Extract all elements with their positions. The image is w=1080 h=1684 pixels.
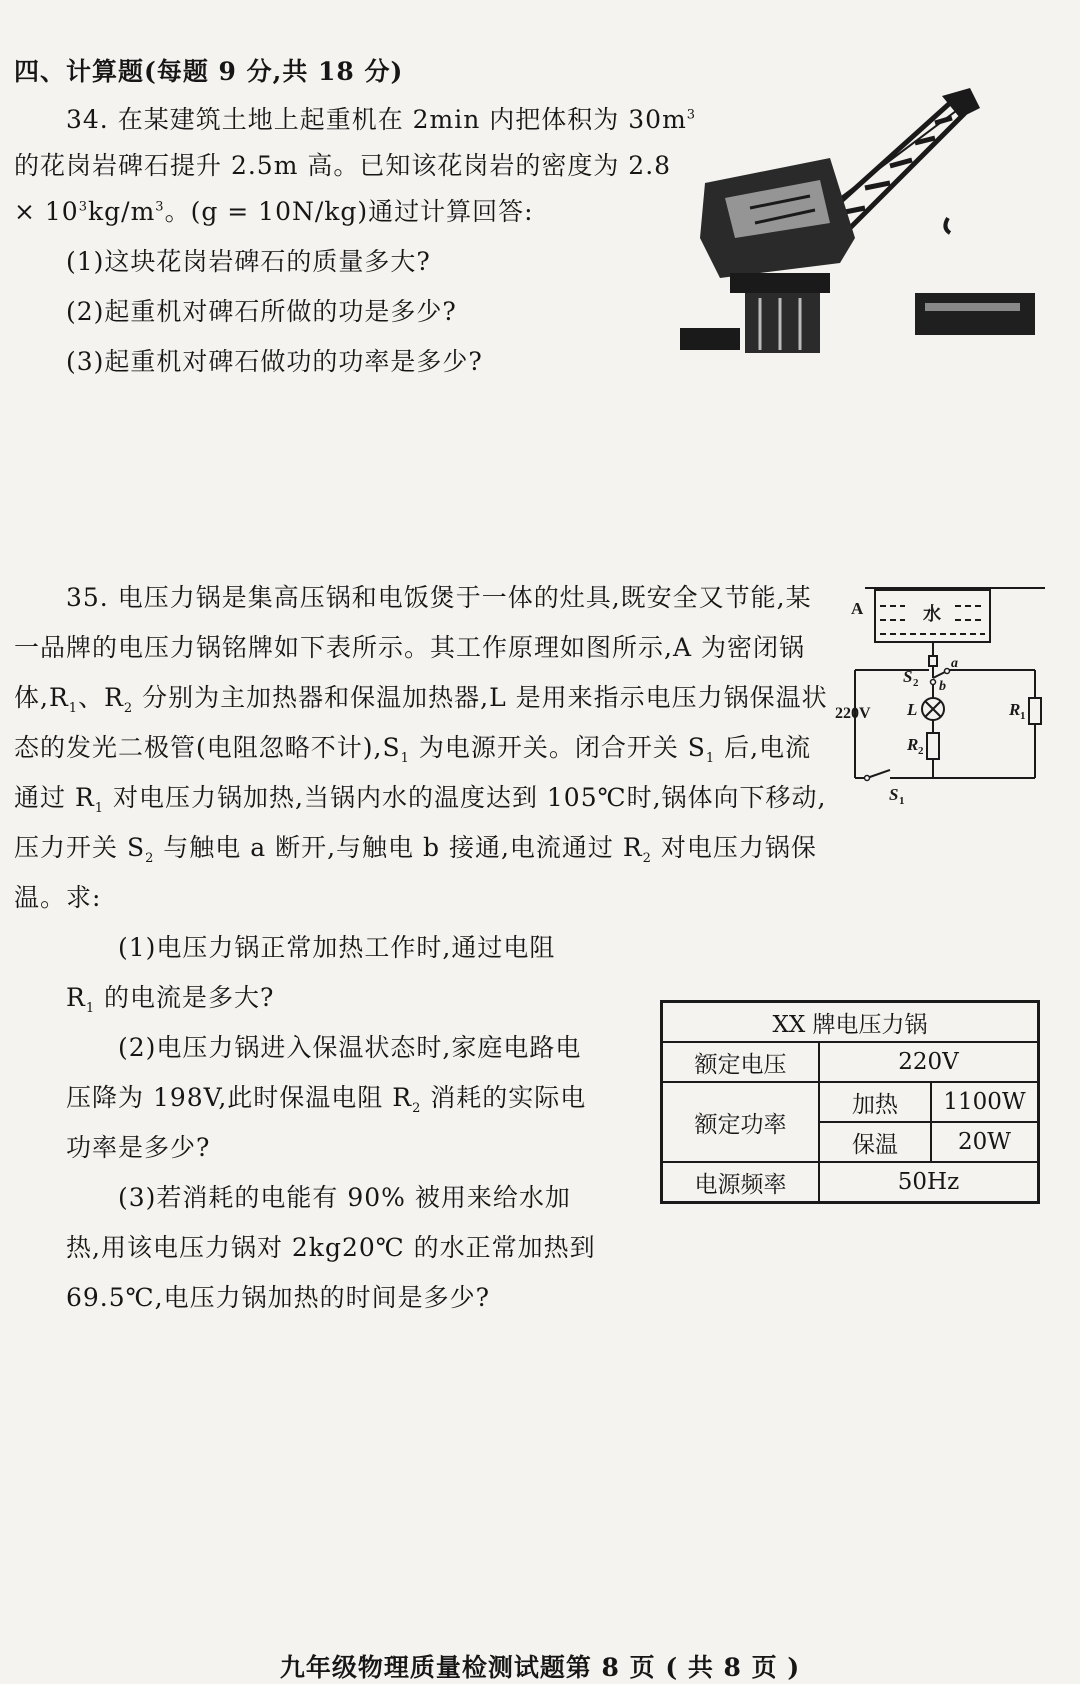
spec-table bbox=[660, 1000, 1040, 1204]
q34-sub-2: (2)起重机对碑石所做的功是多少? bbox=[66, 297, 457, 326]
q35-sub-1-line-1: (1)电压力锅正常加热工作时,通过电阻 bbox=[118, 933, 556, 962]
keepwarm-label: 保温 bbox=[819, 1122, 931, 1162]
label-S1-sub: 1 bbox=[899, 795, 905, 807]
rated-power-label: 额定功率 bbox=[662, 1082, 820, 1162]
q35-sub-2-line-1: (2)电压力锅进入保温状态时,家庭电路电 bbox=[118, 1033, 582, 1062]
label-voltage: 220V bbox=[835, 705, 871, 722]
frequency-value: 50Hz bbox=[819, 1162, 1039, 1203]
q35-line-3: 体$,R_1$、$R_2$ 分别为主加热器和保温加热器,L 是用来指示电压力锅保温状 bbox=[14, 683, 828, 716]
q35-line-6: 压力开关 $S_2$ 与触电 a 断开,与触电 b 接通,电流通过 $R_2$ 对电压力锅保 bbox=[14, 833, 817, 866]
q35-line-5: 通过 $R_1$ 对电压力锅加热,当锅内水的温度达到 105℃时,锅体向下移动, bbox=[14, 783, 827, 816]
label-b: b bbox=[939, 679, 946, 694]
q34-sub-3: (3)起重机对碑石做功的功率是多少? bbox=[66, 347, 483, 376]
q35-line-1: 35. 电压力锅是集高压锅和电饭煲于一体的灶具,既安全又节能,某 bbox=[66, 583, 812, 612]
label-a: a bbox=[951, 656, 958, 671]
label-L: L bbox=[907, 700, 918, 719]
heating-value: 1100W bbox=[931, 1082, 1039, 1122]
rated-voltage-value: 220V bbox=[819, 1042, 1039, 1082]
spec-title: XX 牌电压力锅 bbox=[662, 1002, 1039, 1043]
frequency-label: 电源频率 bbox=[662, 1162, 820, 1203]
crane-image bbox=[680, 88, 1040, 373]
label-R1-sub: 1 bbox=[1020, 710, 1026, 722]
page-footer: 九年级物理质量检测试题第 8 页 ( 共 8 页 ) bbox=[279, 1653, 801, 1682]
q35-sub-3-line-2: 热,用该电压力锅对 2kg20℃ 的水正常加热到 bbox=[66, 1233, 596, 1262]
contact-a bbox=[945, 669, 950, 674]
contact-b bbox=[931, 680, 936, 685]
label-A: A bbox=[851, 599, 864, 618]
label-R1: R bbox=[1009, 700, 1021, 719]
q35-line-4: 态的发光二极管(电阻忽略不计)$,S_1$ 为电源开关。闭合开关 $S_1$ 后,电流 bbox=[14, 733, 812, 766]
q34-line-3: × $10^3kg/m^3$。(g = 10N/kg)通过计算回答: bbox=[14, 197, 534, 226]
q35-line-7: 温。求: bbox=[14, 883, 102, 912]
circuit-diagram bbox=[835, 578, 1050, 823]
q34-sub-1: (1)这块花岗岩碑石的质量多大? bbox=[66, 247, 431, 276]
rated-voltage-label: 额定电压 bbox=[662, 1042, 820, 1082]
q34-line-1: 34. 在某建筑土地上起重机在 2min 内把体积为 $30m^3$ bbox=[66, 105, 697, 134]
label-S2-sub: 2 bbox=[913, 677, 919, 689]
q34-line-2: 的花岗岩碑石提升 2.5m 高。已知该花岗岩的密度为 2.8 bbox=[14, 151, 672, 180]
q35-sub-3-line-3: 69.5℃,电压力锅加热的时间是多少? bbox=[66, 1283, 490, 1312]
q35-sub-2-line-2: 压降为 198V,此时保温电阻 $R_2$ 消耗的实际电 bbox=[66, 1083, 587, 1116]
q35-sub-3-line-1: (3)若消耗的电能有 90% 被用来给水加 bbox=[118, 1183, 571, 1212]
label-R2: R bbox=[907, 735, 919, 754]
label-water: 水 bbox=[923, 604, 941, 624]
q35-line-2: 一品牌的电压力锅铭牌如下表所示。其工作原理如图所示,A 为密闭锅 bbox=[14, 633, 805, 662]
heating-label: 加热 bbox=[819, 1082, 931, 1122]
label-S1: S bbox=[889, 785, 899, 804]
section-title: 四、计算题(每题 9 分,共 18 分) bbox=[14, 57, 404, 86]
q35-sub-2-line-3: 功率是多少? bbox=[66, 1133, 211, 1162]
q35-sub-1-line-2: $R_1$ 的电流是多大? bbox=[66, 983, 275, 1016]
label-S2: S bbox=[903, 667, 913, 686]
keepwarm-value: 20W bbox=[931, 1122, 1039, 1162]
label-R2-sub: 2 bbox=[918, 745, 924, 757]
